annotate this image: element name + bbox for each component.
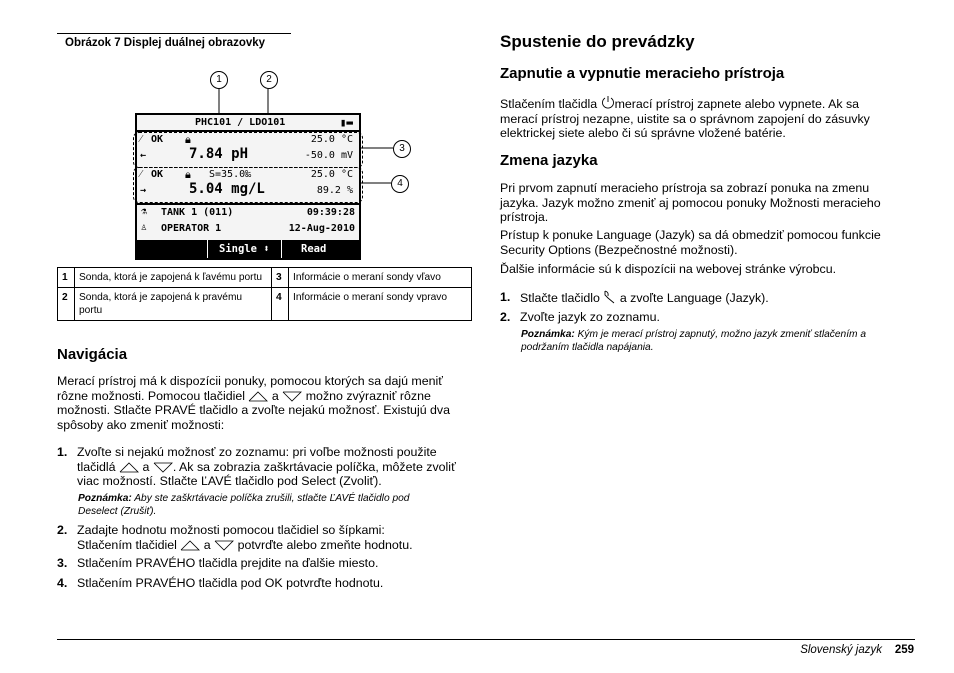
display-header: PHC101 / LDO101 ▮▬	[137, 116, 359, 132]
table-row	[58, 268, 472, 288]
probe2-slope-icon: ⁄	[140, 169, 142, 180]
footer-rule	[57, 639, 915, 640]
person-icon: ♙	[141, 222, 148, 233]
flask-icon: ⚗	[141, 206, 148, 217]
softkey-right: Read	[301, 243, 327, 255]
legend-num: 2	[58, 288, 75, 321]
probe1-arrow-icon: ←	[140, 150, 147, 161]
language-heading: Zmena jazyka	[500, 152, 598, 169]
footer-language: Slovenský jazyk	[800, 644, 882, 656]
probe2-status: OK	[151, 169, 164, 180]
probe1-status: OK	[151, 134, 164, 145]
probe2-value: 5.04 mg/L	[189, 181, 265, 197]
sample-row	[137, 203, 359, 221]
probe2-salinity: S=35.0‰	[209, 169, 252, 180]
operator-name: OPERATOR 1	[161, 223, 222, 234]
nav-step-3: 3. Stlačením PRAVÉHO tlačidla prejdite na ďalšie miesto.	[57, 556, 379, 570]
language-paragraph-1: Pri prvom zapnutí meracieho prístroja sa zobrazí ponuka na zmenu jazyka. Jazyk možno zmeniť aj pomocou ponuky Možnosti meracieho prístroja.	[500, 181, 881, 224]
probe1-slope-icon: ⁄	[140, 134, 142, 145]
up-arrow-icon	[180, 540, 200, 551]
nav-note-1: Poznámka: Aby ste zaškrtávacie políčka zrušili, stlačte ĽAVÉ tlačidlo pod Deselect (Zrušiť).	[78, 493, 410, 517]
probe1-temp: 25.0 °C	[310, 134, 353, 145]
legend-num: 4	[272, 288, 289, 321]
language-paragraph-2: Prístup k ponuke Language (Jazyk) sa dá obmedziť pomocou funkcie Security Options (Bezpečnostné možnosti).	[500, 228, 881, 257]
sample-name: TANK 1 (011)	[161, 207, 234, 218]
legend-num: 1	[58, 268, 75, 288]
display-time: 09:39:28	[306, 207, 355, 218]
softkey-divider	[207, 240, 208, 258]
nav-step-2: 2. Zadajte hodnotu možnosti pomocou tlačidiel so šípkami: Stlačením tlačidiel a potvrďte alebo zmeňte hodnotu.	[57, 523, 413, 552]
navigation-intro: Merací prístroj má k dispozícii ponuky, pomocou ktorých sa dajú meniť rôzne možnosti. Pomocou tlačidiel a možno zvýrazniť rôzne možnosti. Stlačte PRAVÉ tlačidlo a zvoľte nejakú možnosť. Existujú dva spôsoby ako zmeniť možnosti:	[57, 374, 451, 432]
power-heading: Zapnutie a vypnutie meracieho prístroja	[500, 65, 785, 82]
softkey-divider-2	[281, 240, 282, 258]
figure-caption: Obrázok 7 Displej duálnej obrazovky	[65, 37, 266, 49]
callout-1: 1	[210, 71, 228, 89]
display-date: 12-Aug-2010	[288, 223, 355, 234]
lang-step-2: 2. Zvoľte jazyk zo zoznamu.	[500, 310, 660, 324]
softkey-bar	[137, 240, 359, 258]
up-arrow-icon	[119, 462, 139, 473]
probe2-saturation: 89.2 %	[316, 185, 353, 196]
language-note: Poznámka: Kým je merací prístroj zapnutý, možno jazyk zmeniť stlačením a podržaním tlačidla napájania.	[521, 329, 867, 353]
callout-4: 4	[391, 175, 409, 193]
language-paragraph-3: Ďalšie informácie sú k dispozícii na webovej stránke výrobcu.	[500, 262, 837, 276]
page-number: 259	[894, 644, 914, 656]
figure-legend-table	[57, 267, 472, 321]
probe2-arrow-icon: →	[140, 185, 147, 196]
lang-step-1: 1. Stlačte tlačidlo a zvoľte Language (Jazyk).	[500, 290, 769, 305]
wrench-icon	[603, 290, 616, 304]
up-arrow-icon	[248, 391, 268, 402]
operator-row	[137, 221, 359, 237]
legend-text: Sonda, ktorá je zapojená k pravému portu	[75, 288, 272, 321]
probe2-temp: 25.0 °C	[310, 169, 353, 180]
down-arrow-icon	[282, 391, 302, 402]
legend-text: Informácie o meraní sondy vpravo	[289, 288, 472, 321]
page-title: Spustenie do prevádzky	[500, 32, 695, 51]
power-paragraph: Stlačením tlačidla merací prístroj zapnete alebo vypnete. Ak sa merací prístroj nezapne, uistite sa o správnom zapojení do zásuvky elektrickej siete alebo či sú správne vložené batérie.	[500, 97, 870, 140]
legend-text: Informácie o meraní sondy vľavo	[289, 268, 472, 288]
power-icon	[601, 95, 615, 109]
down-arrow-icon	[153, 462, 173, 473]
legend-num: 3	[272, 268, 289, 288]
callout-2: 2	[260, 71, 278, 89]
caption-rule	[57, 33, 291, 34]
nav-step-1: 1. Zvoľte si nejakú možnosť zo zoznamu: pri voľbe možnosti použite tlačidlá a . Ak sa zobrazia zaškrtávacie políčka, môžete zvoliť viac možností. Stlačte ĽAVÉ tlačidlo pod Select (Zvoliť).	[57, 445, 456, 488]
legend-text: Sonda, ktorá je zapojená k ľavému portu	[75, 268, 272, 288]
dual-screen-figure	[57, 66, 471, 266]
meter-display	[135, 113, 361, 260]
probe1-value: 7.84 pH	[189, 146, 249, 162]
probe2-lock-icon: 🔒︎	[185, 168, 191, 181]
power-plug-icon: ▮▬	[339, 116, 353, 129]
down-arrow-icon	[214, 540, 234, 551]
softkey-left: Single ⬍	[219, 243, 270, 255]
nav-step-4: 4. Stlačením PRAVÉHO tlačidla pod OK potvrďte hodnotu.	[57, 576, 384, 590]
probe1-lock-icon: 🔒︎	[185, 133, 191, 146]
navigation-heading: Navigácia	[57, 346, 128, 363]
callout-3: 3	[393, 140, 411, 158]
table-row	[58, 288, 472, 321]
probe1-mv: -50.0 mV	[304, 150, 353, 161]
